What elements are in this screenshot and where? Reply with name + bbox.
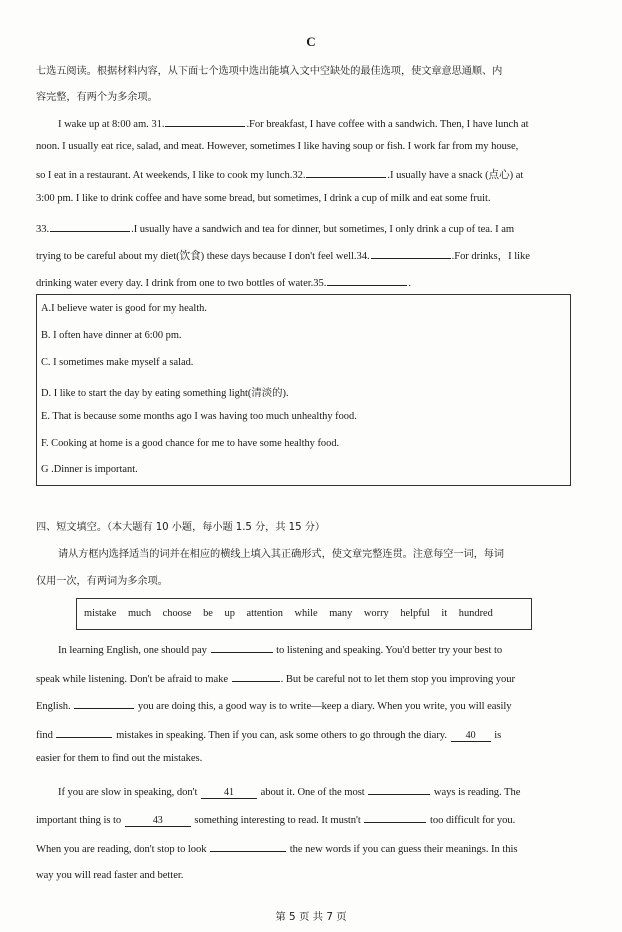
answer-blank-37[interactable]: [232, 670, 280, 682]
option-b: B. I often have dinner at 6:00 pm.: [41, 330, 182, 341]
word-bank-item: hundred: [458, 608, 493, 619]
option-d: D. I like to start the day by eating something light(清淡的).: [41, 388, 289, 399]
section-4-instruction-2: 仅用一次，有两词为多余项。: [36, 576, 168, 587]
word-bank-item: it: [441, 608, 448, 619]
answer-blank-38[interactable]: [74, 697, 134, 709]
word-bank-item: worry: [363, 608, 389, 619]
word-bank-item: while: [294, 608, 318, 619]
passage-line-7: [36, 274, 411, 289]
text: drinking water every day. I drink from one to two bottles of water.35.: [36, 278, 327, 289]
text: .: [408, 278, 411, 289]
answer-blank-40[interactable]: 40: [451, 730, 491, 742]
instruction-line-2: 容完整，有两个为多余项。: [36, 92, 158, 103]
word-bank-item: be: [203, 608, 213, 619]
word-bank-item: up: [224, 608, 235, 619]
text: When you are reading, don't stop to look: [36, 844, 207, 855]
text: 33.: [36, 224, 50, 235]
word-bank-item: mistake: [84, 608, 117, 619]
text: so I eat in a restaurant. At weekends, I like to cook my lunch.32.: [36, 170, 306, 181]
page-number: 第 5 页 共 7 页: [275, 911, 347, 923]
word-bank-item: attention: [246, 608, 283, 619]
answer-blank-43[interactable]: 43: [125, 815, 191, 827]
passage-line-4: 3:00 pm. I like to drink coffee and have some bread, but sometimes, I drink a cup of milk and eat some fruit.: [36, 193, 491, 204]
passage-line-1: [58, 115, 529, 130]
text: too difficult for you.: [430, 815, 516, 826]
text: to listening and speaking. You'd better try your best to: [276, 645, 503, 656]
text: the new words if you can guess their meanings. In this: [289, 844, 518, 855]
word-bank-item: much: [127, 608, 152, 619]
word-bank: [84, 608, 502, 619]
answer-blank-35[interactable]: [327, 274, 407, 286]
passage2-line-9: way you will read faster and better.: [36, 870, 184, 881]
text: you are doing this, a good way is to write—keep a diary. When you write, you will easily: [137, 701, 512, 712]
passage2-line-8: [36, 840, 517, 855]
passage2-line-4: [36, 726, 501, 742]
answer-blank-39[interactable]: [56, 726, 112, 738]
option-f: F. Cooking at home is a good chance for me to have some healthy food.: [41, 438, 340, 449]
passage2-line-2: [36, 670, 515, 685]
text: is: [494, 730, 502, 741]
text: important thing is to: [36, 815, 122, 826]
word-bank-item: helpful: [400, 608, 430, 619]
word-bank-box: [76, 598, 532, 630]
word-bank-item: many: [329, 608, 353, 619]
passage2-line-6: [58, 783, 520, 799]
text: something interesting to read. It mustn't: [194, 815, 361, 826]
options-box: [36, 294, 571, 486]
passage2-line-7: [36, 811, 515, 827]
answer-blank-44[interactable]: [364, 811, 426, 823]
answer-blank-33[interactable]: [50, 220, 130, 232]
section-4-instruction-1: 请从方框内选择适当的词并在相应的横线上填入其正确形式，使文章完整连贯。注意每空一词，每词: [58, 549, 505, 560]
answer-blank-36[interactable]: [211, 641, 273, 653]
text: English.: [36, 701, 71, 712]
passage-line-5: [36, 220, 514, 235]
passage-line-2: noon. I usually eat rice, salad, and meat. However, sometimes I like having soup or fish. I work far from my house,: [36, 141, 519, 152]
passage2-line-5: easier for them to find out the mistakes.: [36, 753, 203, 764]
answer-blank-42[interactable]: [368, 783, 430, 795]
text: ways is reading. The: [433, 787, 521, 798]
text: . But be careful not to let them stop you improving your: [280, 674, 515, 685]
section-4-heading: 四、短文填空。（本大题有 10 小题，每小题 1.5 分，共 15 分）: [36, 522, 325, 533]
answer-blank-45[interactable]: [210, 840, 286, 852]
text: mistakes in speaking. Then if you can, ask some others to go through the diary.: [116, 730, 447, 741]
option-a: A.I believe water is good for my health.: [41, 303, 207, 314]
text: speak while listening. Don't be afraid to make: [36, 674, 229, 685]
text: about it. One of the most: [260, 787, 365, 798]
option-e: E. That is because some months ago I was having too much unhealthy food.: [41, 411, 357, 422]
answer-blank-31[interactable]: [165, 115, 245, 127]
passage2-line-1: [58, 641, 502, 656]
text: trying to be careful about my diet(饮食) these days because I don't feel well.34.: [36, 251, 370, 262]
text: In learning English, one should pay: [58, 645, 207, 656]
answer-blank-41[interactable]: 41: [201, 787, 257, 799]
text: .For breakfast, I have coffee with a sandwich. Then, I have lunch at: [246, 119, 529, 130]
option-c: C. I sometimes make myself a salad.: [41, 357, 194, 368]
passage-line-6: [36, 247, 530, 263]
option-g: G .Dinner is important.: [41, 464, 138, 475]
answer-blank-34[interactable]: [371, 247, 451, 259]
text: I wake up at 8:00 am. 31.: [58, 119, 165, 130]
text: .For drinks，I like: [451, 251, 530, 262]
passage2-line-3: [36, 697, 512, 712]
answer-blank-32[interactable]: [306, 166, 386, 178]
text: If you are slow in speaking, don't: [58, 787, 198, 798]
section-title: C: [306, 34, 316, 49]
passage-line-3: [36, 166, 523, 182]
text: find: [36, 730, 53, 741]
word-bank-item: choose: [162, 608, 192, 619]
instruction-line-1: 七选五阅读。根据材料内容，从下面七个选项中选出能填入文中空缺处的最佳选项，使文章意思通顺、内: [36, 66, 503, 77]
text: .I usually have a snack (点心) at: [387, 170, 524, 181]
text: .I usually have a sandwich and tea for dinner, but sometimes, I only drink a cup of tea. I am: [131, 224, 515, 235]
